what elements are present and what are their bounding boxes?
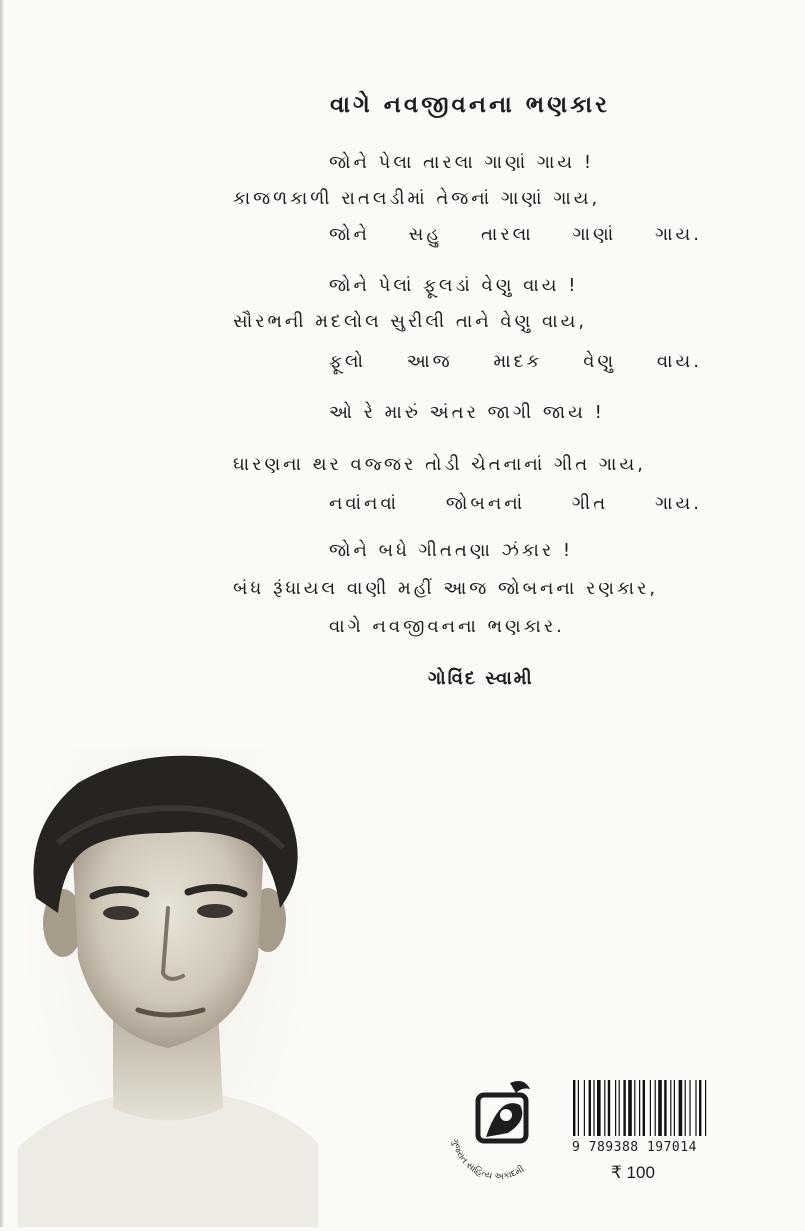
poem-line: જોને પેલા તારલા ગાણાં ગાય ! (329, 152, 595, 173)
poem-word: ગીત (571, 493, 609, 514)
poem-word: જોબનનાં (445, 493, 526, 514)
publisher-logo-icon (438, 1075, 558, 1185)
poem-word: વેણુ (583, 351, 617, 372)
barcode-bars (569, 1080, 739, 1140)
publisher-arc-text: ગુજરાત સાહિત્ય અકાદમી (449, 1137, 527, 1183)
page-edge (0, 0, 4, 1227)
poem-line-justified (329, 493, 702, 514)
poem-word: ગાણાં (572, 224, 617, 245)
barcode-bar (650, 1080, 651, 1136)
barcode-bar (597, 1080, 601, 1136)
poem-line-justified (329, 351, 702, 372)
barcode-bar (695, 1080, 696, 1136)
barcode-bar (593, 1080, 594, 1136)
barcode-bar (623, 1080, 625, 1136)
poem-line: ઓ રે મારું અંતર જાગી જાય ! (329, 402, 605, 423)
barcode-bar (589, 1080, 591, 1136)
barcode-bar (685, 1080, 686, 1136)
publisher-logo (438, 1075, 558, 1185)
barcode-bar (639, 1080, 640, 1136)
poem-line: કાજળકાળી રાતલડીમાં તેજનાં ગાણાં ગાય, (233, 188, 601, 209)
barcode-bar (604, 1080, 605, 1136)
barcode-bar (615, 1080, 616, 1136)
barcode-bar (573, 1080, 575, 1136)
isbn-number: 9 789388 197014 (572, 1140, 697, 1155)
poem-word: નવાંનવાં (329, 493, 400, 514)
poem-word: તારલા (481, 224, 534, 245)
poem-word: જોને (329, 224, 370, 245)
poem-word: ફૂલો (329, 351, 366, 372)
barcode-bar (670, 1080, 671, 1136)
poem-line: જોને પેલાં ફૂલડાં વેણુ વાય ! (329, 275, 579, 296)
poem-word: માદક (493, 351, 543, 372)
poem-line: બંધ રૂંધાયલ વાણી મહીં આજ જોબનના રણકાર, (233, 578, 659, 599)
barcode-bar (679, 1080, 683, 1136)
author-portrait (18, 748, 318, 1227)
price-label: ₹ 100 (611, 1163, 655, 1182)
barcode-bar (578, 1080, 579, 1136)
poem-line-justified (329, 224, 702, 245)
barcode-bar (628, 1080, 632, 1136)
barcode-bar (674, 1080, 675, 1136)
portrait-illustration (18, 748, 318, 1227)
poem-word: આજ (406, 351, 453, 372)
barcode-bar (658, 1080, 662, 1136)
barcode-bar (699, 1080, 701, 1136)
poem-line: સૌરભની મદલોલ સુરીલી તાને વેણુ વાય, (233, 311, 588, 332)
barcode-bar (705, 1080, 706, 1136)
barcode-bar (664, 1080, 666, 1136)
poem-line: જોને બધે ગીતતણા ઝંકાર ! (329, 540, 574, 561)
barcode-bar (689, 1080, 690, 1136)
poem-line: ઘારણના થર વજ્જર તોડી ચેતનાનાં ગીત ગાય, (233, 454, 646, 475)
poem-title: વાગે નવજીવનના ભણકાર (330, 92, 610, 118)
svg-text:ગુજરાત સાહિત્ય અકાદમી (449, 1137, 526, 1182)
poem-word: ગાય. (654, 224, 702, 245)
barcode-bar (608, 1080, 610, 1136)
poet-name: ગોવિંદ સ્વામી (428, 668, 534, 689)
poem-word: સહુ (408, 224, 443, 245)
barcode-bar (655, 1080, 656, 1136)
barcode-bar (634, 1080, 635, 1136)
barcode-bar (643, 1080, 645, 1136)
barcode-bar (619, 1080, 620, 1136)
poem-word: ગાય. (654, 493, 702, 514)
poem-word: વાય. (656, 351, 702, 372)
barcode-bar (584, 1080, 585, 1136)
poem-line: વાગે નવજીવનના ભણકાર. (329, 616, 565, 637)
